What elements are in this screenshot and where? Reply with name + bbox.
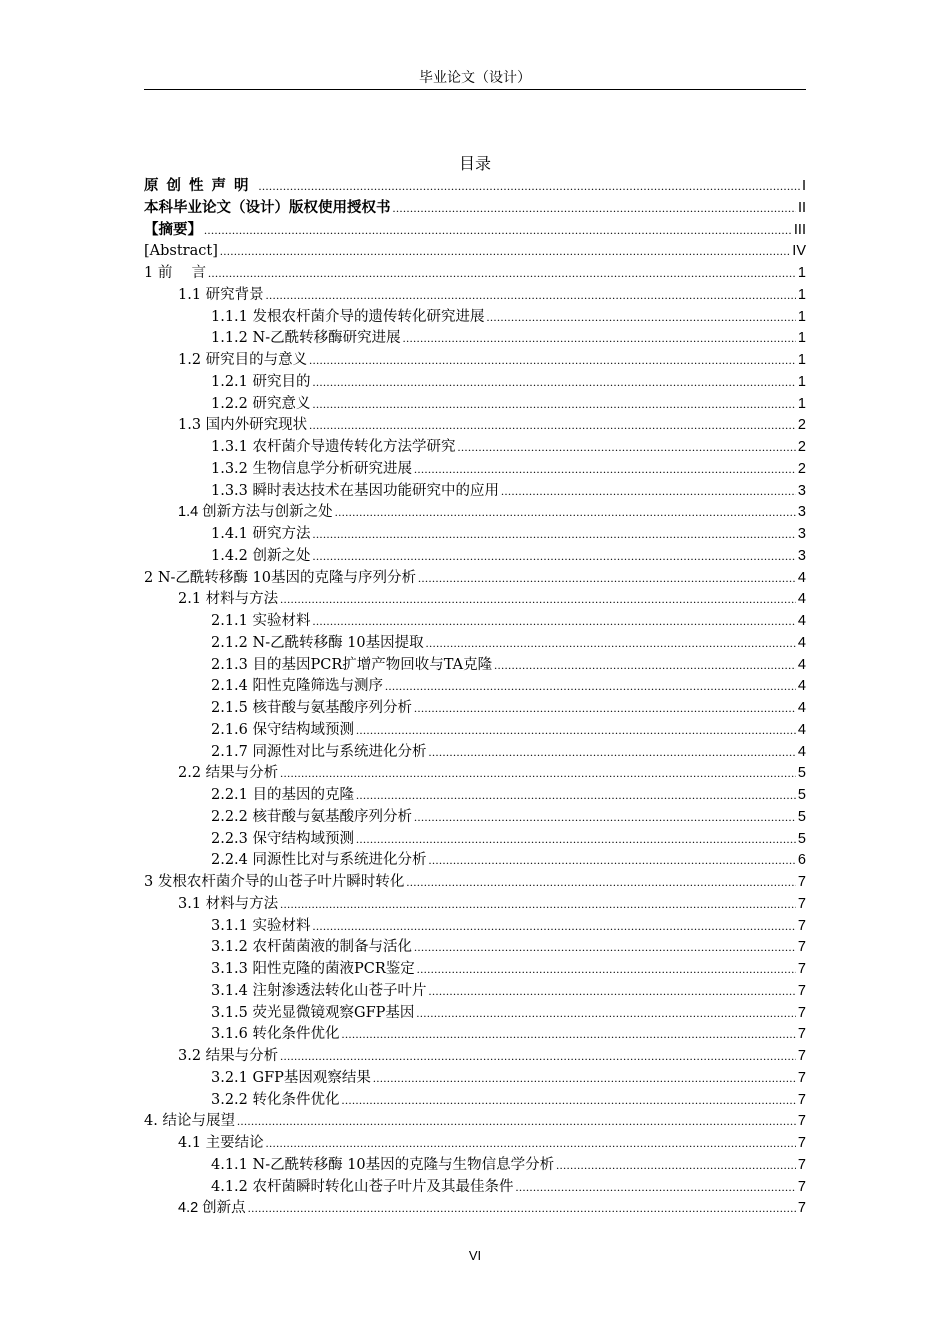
toc-entry-page: 7 [797, 1200, 806, 1217]
toc-entry-title: 1.2 研究目的与意义 [178, 352, 308, 368]
toc-entry-title: 2.1.2 N-乙酰转移酶 10基因提取 [211, 634, 424, 651]
toc-entry[interactable] [144, 176, 806, 198]
toc-entry-title: 1.4.1 研究方法 [211, 526, 311, 542]
dot-leader [309, 350, 796, 372]
toc-entry-page: 7 [797, 1004, 806, 1021]
dot-leader [335, 502, 796, 524]
toc-entry-title: 1.3.1 农杆菌介导遗传转化方法学研究 [211, 439, 456, 455]
toc-entry-page: 7 [797, 1048, 806, 1064]
toc-entry-title: 3.1 材料与方法 [178, 895, 279, 912]
header-rule [144, 89, 806, 90]
dot-leader [418, 568, 796, 590]
dot-leader [342, 1090, 796, 1112]
toc-entry-title: 2.2.3 保守结构域预测 [211, 830, 355, 847]
dot-leader [204, 220, 792, 242]
dot-leader [406, 872, 796, 894]
dot-leader [414, 807, 796, 829]
toc-entry-title: 2.2.1 目的基因的克隆 [211, 787, 355, 803]
toc-entry-title: 3 发根农杆菌介导的山苍子叶片瞬时转化 [144, 874, 405, 890]
dot-leader [237, 1111, 796, 1133]
toc-entry-title: 4.1 主要结论 [178, 1135, 264, 1151]
toc-entry[interactable] [144, 1177, 806, 1199]
dot-leader [416, 1003, 796, 1025]
toc-entry-page: 1 [797, 308, 806, 325]
toc-entry[interactable] [144, 1090, 806, 1112]
toc-entry-page: 7 [797, 1178, 806, 1195]
toc-entry-page: 3 [797, 547, 806, 564]
toc-entry[interactable] [144, 394, 806, 416]
toc-entry[interactable] [144, 916, 806, 938]
toc-entry-title: 1.3.2 生物信息学分析研究进展 [211, 460, 413, 477]
toc-entry-page: 4 [797, 656, 806, 673]
dot-leader [556, 1155, 796, 1177]
toc-entry-page: 2 [797, 460, 806, 477]
toc-entry[interactable] [144, 676, 806, 698]
toc-entry[interactable] [144, 328, 806, 350]
toc-entry-title: 4.1.1 N-乙酰转移酶 10基因的克隆与生物信息学分析 [211, 1156, 555, 1173]
dot-leader [393, 198, 796, 220]
toc-entry[interactable] [144, 1024, 806, 1046]
toc-entry[interactable] [144, 437, 806, 459]
toc-entry-title: 3.1.4 注射渗透法转化山苍子叶片 [211, 982, 427, 999]
toc-entry-title: 本科毕业论文（设计）版权使用授权书 [144, 199, 391, 216]
toc-title: 目录 [458, 154, 491, 173]
dot-leader [313, 611, 796, 633]
toc-entry[interactable] [144, 459, 806, 481]
toc-entry[interactable] [144, 742, 806, 764]
dot-leader [280, 589, 796, 611]
toc-entry[interactable] [144, 1133, 806, 1155]
toc-entry[interactable] [144, 829, 806, 851]
toc-entry[interactable] [144, 524, 806, 546]
toc-entry-page: 3 [797, 482, 806, 499]
toc-entry-page: 1 [797, 352, 806, 368]
toc-entry[interactable] [144, 1198, 806, 1220]
dot-leader [342, 1024, 796, 1046]
toc-entry-page: 2 [797, 439, 806, 455]
dot-leader [356, 829, 796, 851]
toc-entry-page: 5 [797, 808, 806, 825]
toc-entry-title: 3.1.3 阳性克隆的菌液PCR鉴定 [211, 961, 415, 977]
dot-leader [220, 241, 790, 263]
toc-entry[interactable] [144, 655, 806, 677]
dot-leader [356, 785, 796, 807]
toc-entry-page: 4 [797, 634, 806, 651]
toc-entry-page: 4 [797, 743, 806, 760]
toc-entry-page: 7 [797, 1113, 806, 1130]
toc-entry-page: 4 [797, 700, 806, 716]
toc-entry-page: 1 [797, 286, 806, 303]
toc-entry-title: 3.1.5 荧光显微镜观察GFP基因 [211, 1004, 415, 1021]
toc-entry[interactable] [144, 763, 806, 785]
dot-leader [266, 285, 796, 307]
toc-entry-title: 3.1.2 农杆菌菌液的制备与活化 [211, 939, 413, 956]
toc-entry-title: 1 前 言 [144, 265, 206, 281]
toc-entry[interactable] [144, 263, 806, 285]
dot-leader [403, 328, 796, 350]
toc-entry-page: II [797, 199, 806, 216]
toc-entry[interactable] [144, 502, 806, 524]
toc-entry-title: 1.2.1 研究目的 [211, 373, 311, 390]
toc-entry[interactable] [144, 807, 806, 829]
toc-entry-title: 2.1.1 实验材料 [211, 613, 311, 629]
toc-entry[interactable] [144, 1046, 806, 1068]
dot-leader [426, 633, 796, 655]
toc-entry-title: 2.1 材料与方法 [178, 591, 279, 608]
dot-leader [494, 655, 796, 677]
dot-leader [516, 1177, 796, 1199]
toc-entry-page: 7 [797, 1135, 806, 1151]
dot-leader [280, 894, 796, 916]
toc-entry-page: 5 [797, 787, 806, 803]
toc-entry[interactable] [144, 285, 806, 307]
toc-entry-page: 4 [797, 613, 806, 629]
toc-entry[interactable] [144, 568, 806, 590]
toc-entry-page: 7 [797, 1026, 806, 1043]
dot-leader [429, 981, 796, 1003]
toc-entry-page: 4 [797, 591, 806, 608]
toc-entry[interactable] [144, 415, 806, 437]
toc-entry-page: 1 [797, 330, 806, 347]
toc-entry-title: 4.1.2 农杆菌瞬时转化山苍子叶片及其最佳条件 [211, 1178, 514, 1195]
toc-entry[interactable] [144, 481, 806, 503]
toc-entry-page: 7 [797, 1069, 806, 1086]
toc-entry-title: 1.3 国内外研究现状 [178, 417, 308, 434]
dot-leader [313, 372, 796, 394]
toc-entry-title: 2.1.7 同源性对比与系统进化分析 [211, 743, 427, 760]
dot-leader [208, 263, 796, 285]
dot-leader [280, 763, 796, 785]
dot-leader [248, 1198, 796, 1220]
toc-entry-page: 7 [797, 1091, 806, 1108]
toc-entry-title: 【摘要】 [144, 221, 202, 238]
toc-entry[interactable] [144, 611, 806, 633]
toc-entry-title: 3.1.6 转化条件优化 [211, 1026, 340, 1043]
dot-leader [501, 481, 796, 503]
toc-entry[interactable] [144, 959, 806, 981]
dot-leader [458, 437, 796, 459]
toc-entry-title: 4. 结论与展望 [144, 1113, 235, 1130]
toc-entry-page: 2 [797, 417, 806, 434]
toc-entry-page: 7 [797, 895, 806, 912]
toc-entry-title: 1.1.1 发根农杆菌介导的遗传转化研究进展 [211, 308, 485, 325]
toc-entry[interactable] [144, 1068, 806, 1090]
dot-leader [280, 1046, 796, 1068]
toc-entry[interactable] [144, 937, 806, 959]
toc-entry[interactable] [144, 850, 806, 872]
toc-entry-page: 7 [797, 917, 806, 934]
toc-entry[interactable] [144, 1155, 806, 1177]
dot-leader [414, 937, 796, 959]
toc-entry-page: III [793, 221, 806, 238]
toc-entry-page: 1 [797, 265, 806, 281]
toc-entry-page: 1 [797, 395, 806, 412]
toc-entry-title: 2.1.3 目的基因PCR扩增产物回收与TA克隆 [211, 656, 493, 673]
toc-entry-page: IV [792, 243, 806, 260]
toc-entry-title: 3.2 结果与分析 [178, 1048, 279, 1064]
dot-leader [414, 459, 796, 481]
toc-entry-title: 原创性声明 [144, 178, 257, 194]
toc-entry-page: 7 [797, 1156, 806, 1173]
toc-entry-page: 5 [797, 765, 806, 782]
toc-entry[interactable] [144, 546, 806, 568]
toc-entry-page: 1 [797, 373, 806, 390]
toc-entry-title: 2 N-乙酰转移酶 10基因的克隆与序列分析 [144, 569, 416, 586]
toc-entry-page: 7 [797, 874, 806, 890]
toc-entry-page: I [801, 178, 806, 194]
toc-entry[interactable] [144, 220, 806, 242]
toc-entry-title: 2.1.5 核苷酸与氨基酸序列分析 [211, 700, 413, 716]
toc-entry[interactable] [144, 720, 806, 742]
toc-entry-title: 1.1.2 N-乙酰转移酶研究进展 [211, 330, 401, 347]
toc-entry-title: 3.1.1 实验材料 [211, 917, 311, 934]
dot-leader [429, 850, 796, 872]
toc-entry[interactable] [144, 241, 806, 263]
toc-entry[interactable] [144, 785, 806, 807]
toc-entry-title: 2.2.2 核苷酸与氨基酸序列分析 [211, 808, 413, 825]
toc-entry[interactable] [144, 698, 806, 720]
dot-leader [417, 959, 796, 981]
toc-entry[interactable] [144, 894, 806, 916]
toc-entry[interactable] [144, 350, 806, 372]
dot-leader [414, 698, 796, 720]
toc-entry-title: 1.3.3 瞬时表达技术在基因功能研究中的应用 [211, 482, 500, 499]
toc-entry-page: 7 [797, 939, 806, 956]
toc-entry[interactable] [144, 1003, 806, 1025]
toc-entry[interactable] [144, 633, 806, 655]
dot-leader [487, 307, 796, 329]
toc-entry-page: 5 [797, 830, 806, 847]
toc-entry-page: 4 [797, 569, 806, 586]
toc-entry-page: 4 [797, 678, 806, 695]
running-header: 毕业论文（设计） [419, 70, 531, 86]
toc-entry-page: 7 [797, 982, 806, 999]
dot-leader [313, 546, 796, 568]
dot-leader [309, 415, 796, 437]
toc-entry[interactable] [144, 307, 806, 329]
toc-entry-title: 2.2 结果与分析 [178, 765, 279, 782]
dot-leader [266, 1133, 796, 1155]
toc-entry[interactable] [144, 872, 806, 894]
toc-entry-title: 1.4 创新方法与创新之处 [178, 504, 333, 521]
toc-entry-page: 6 [797, 852, 806, 869]
toc-entry-title: 3.2.2 转化条件优化 [211, 1091, 340, 1108]
toc-entry[interactable] [144, 589, 806, 611]
toc-entry[interactable] [144, 198, 806, 220]
table-of-contents [144, 176, 806, 1220]
toc-entry-title: 3.2.1 GFP基因观察结果 [211, 1069, 371, 1086]
toc-entry-page: 3 [797, 526, 806, 542]
toc-entry-page: 7 [797, 961, 806, 977]
toc-entry-title: 2.1.4 阳性克隆筛选与测序 [211, 678, 384, 695]
dot-leader [259, 176, 800, 198]
dot-leader [313, 916, 796, 938]
toc-entry-title: 1.1 研究背景 [178, 286, 264, 303]
toc-entry-title: 2.2.4 同源性比对与系统进化分析 [211, 852, 427, 869]
toc-entry-page: 4 [797, 721, 806, 738]
dot-leader [429, 742, 796, 764]
toc-entry[interactable] [144, 372, 806, 394]
toc-entry-title: 1.2.2 研究意义 [211, 395, 311, 412]
dot-leader [385, 676, 796, 698]
toc-entry-title: 1.4.2 创新之处 [211, 547, 311, 564]
toc-entry-page: 3 [797, 504, 806, 521]
toc-entry-title: [Abstract] [144, 243, 218, 260]
toc-entry-title: 2.1.6 保守结构域预测 [211, 721, 355, 738]
page-number: VI [468, 1248, 482, 1263]
dot-leader [373, 1068, 796, 1090]
dot-leader [356, 720, 796, 742]
dot-leader [313, 524, 796, 546]
toc-entry[interactable] [144, 981, 806, 1003]
toc-entry[interactable] [144, 1111, 806, 1133]
toc-entry-title: 4.2 创新点 [178, 1200, 246, 1217]
dot-leader [313, 394, 796, 416]
